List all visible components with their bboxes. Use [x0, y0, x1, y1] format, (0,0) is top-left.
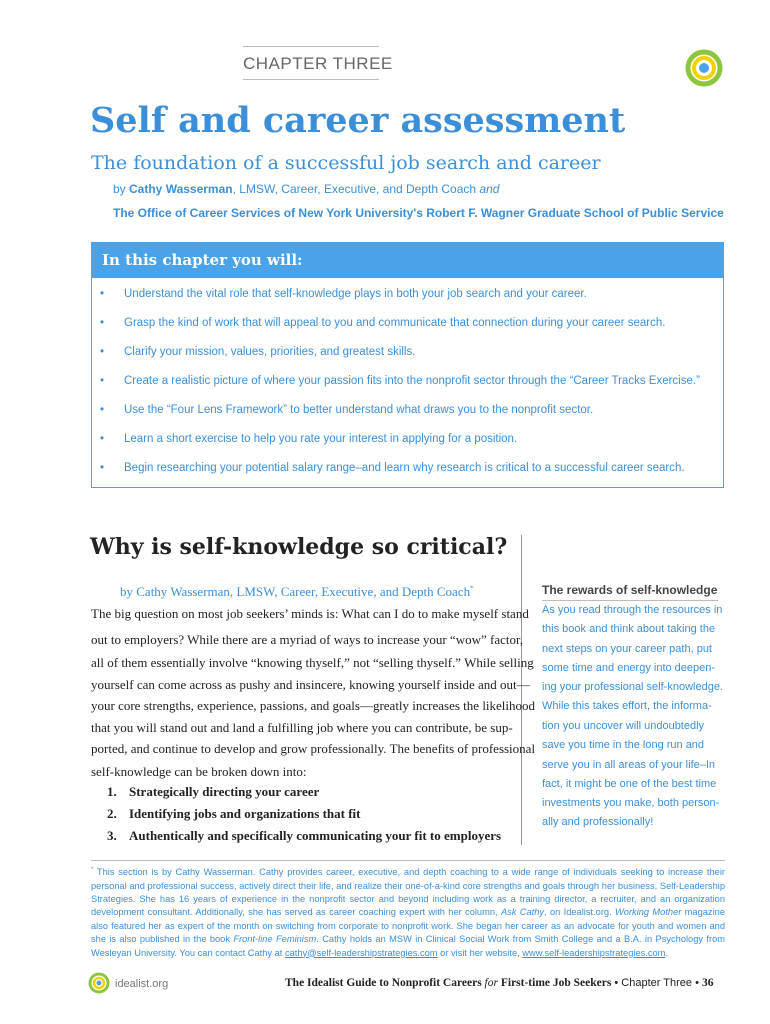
footer-guide-for: for	[484, 977, 498, 989]
list-item-text: Create a realistic picture of where your passion fits into the nonprofit sector through the “Career Tracks Exercise.”	[124, 375, 700, 387]
benefit-text: Identifying jobs and organizations that fit	[129, 806, 361, 821]
footnote-text: This section is by Cathy Wasserman. Cathy provides career, executive, and depth coaching to a wide range of individuals seeking to increase their personal and professional success, actively direct their life, and realize their one-of-a-kind core strengths and goals through her business, Self-Leadership Strategies. She has 16 years of experience in the nonprofit sector and beyond including work as a training director, a recruiter, and an organization development consultant. Additionally, she has served as career coaching expert with her column,	[91, 867, 725, 918]
sidebar-line: serve you in all areas of your life–In	[542, 759, 716, 771]
byline-credentials: , LMSW, Career, Executive, and Depth Coach	[232, 182, 480, 196]
benefit-number: 3.	[107, 828, 117, 843]
benefit-item	[107, 806, 361, 822]
sidebar-title: The rewards of self-knowledge	[542, 583, 718, 597]
byline-and: and	[479, 182, 500, 196]
bullet-icon: •	[100, 404, 105, 416]
footnote-text: , on Idealist.org.	[544, 907, 615, 918]
bullet-icon: •	[100, 433, 105, 445]
footnote-rule	[91, 860, 725, 861]
footnote-text: . Cathy holds an MSW in Clinical Social Work from Smith College and a B.A. in Psychology from Wesleyan University. You can contact Cathy at	[91, 934, 725, 958]
sidebar-line: save you time in the long run and	[542, 739, 705, 751]
list-item	[100, 288, 587, 300]
footer-site: idealist.org	[115, 978, 169, 990]
footnote-text: .	[665, 947, 669, 958]
list-item-text: Understand the vital role that self-knowledge plays in both your job search and your career.	[124, 288, 587, 300]
body-line: all of them essentially involve “knowing thyself,” not “selling thyself.” While selling	[91, 655, 534, 670]
byline-prefix: by	[113, 182, 130, 196]
chapter-top-rule	[243, 46, 379, 47]
sidebar-title-rule	[542, 600, 718, 601]
bullet-icon: •	[100, 288, 105, 300]
footer-guide-text: The Idealist Guide to Nonprofit Careers	[285, 977, 485, 989]
footer-guide-title	[285, 977, 714, 989]
footnote-text: magazine also featured her as expert of the month on switching from corporate to nonprofit work. She began her career as an advocate for youth and women and she is also published in the book	[91, 907, 725, 945]
body-line: self-knowledge can be broken down into:	[91, 764, 307, 779]
website-link[interactable]: www.self-leadershipstrategies.com	[522, 947, 666, 958]
chapter-bottom-rule	[243, 79, 379, 80]
footnote-marker: *	[470, 584, 474, 593]
list-item-text: Use the “Four Lens Framework” to better understand what draws you to the nonprofit sector.	[124, 404, 594, 416]
sidebar-line: As you read through the resources in	[542, 604, 723, 616]
footnote	[91, 864, 725, 960]
body-line: The big question on most job seekers’ minds is: What can I do to make myself stand	[91, 606, 529, 621]
sidebar-line: tion you uncover will undoubtedly	[542, 720, 705, 732]
page-title: Self and career assessment	[90, 100, 626, 141]
bullet-icon: •	[100, 346, 105, 358]
body-line: that you will stand out and land a fulfilling job where you can contribute, be sup-	[91, 720, 513, 735]
footnote-column-name: Ask Cathy	[500, 907, 545, 918]
sidebar-line: ally and professionally!	[542, 816, 654, 828]
bullet-icon: •	[100, 375, 105, 387]
benefit-text: Authentically and specifically communicating your fit to employers	[129, 828, 502, 843]
benefit-item	[107, 784, 319, 800]
list-item	[100, 375, 700, 387]
sidebar-line: While this takes effort, the informa-	[542, 700, 712, 712]
sidebar-line: this book and think about taking the	[542, 623, 716, 635]
footer-guide-text: First-time Job Seekers	[497, 977, 612, 989]
list-item-text: Learn a short exercise to help you rate your interest in applying for a position.	[124, 433, 518, 445]
chapter-objectives-heading: In this chapter you will:	[92, 243, 723, 278]
footer-chapter: • Chapter Three •	[611, 977, 702, 989]
bullet-icon: •	[100, 462, 105, 474]
footnote-magazine-name: Working Mother	[615, 907, 682, 918]
email-link[interactable]: cathy@self-leadershipstrategies.com	[284, 947, 438, 958]
page-subtitle: The foundation of a successful job search and career	[91, 152, 601, 174]
body-line: yourself can come across as pushy and insincere, knowing yourself inside and out—	[91, 677, 530, 692]
list-item	[100, 433, 517, 445]
list-item	[100, 462, 685, 474]
footnote-mark: *	[91, 867, 94, 873]
section-title: Why is self-knowledge so critical?	[90, 534, 508, 560]
idealist-logo-icon	[683, 47, 725, 89]
bullet-icon: •	[100, 317, 105, 329]
page-number: 36	[702, 977, 714, 989]
sidebar-line: fact, it might be one of the best time	[542, 778, 717, 790]
body-line: ported, and continue to develop and grow professionally. The benefits of professional	[91, 741, 536, 756]
footnote-text: or visit her website,	[437, 947, 523, 958]
list-item-text: Begin researching your potential salary range–and learn why research is critical to a successful career search.	[124, 462, 685, 474]
byline-author: Cathy Wasserman	[129, 182, 233, 196]
sidebar-line: investments you make, both person-	[542, 797, 720, 809]
section-author	[120, 584, 474, 600]
sidebar-line: next steps on your career path, put	[542, 643, 712, 655]
byline-organization: The Office of Career Services of New York University's Robert F. Wagner Graduate School of Public Service	[113, 206, 724, 220]
list-item	[100, 346, 415, 358]
byline	[113, 182, 499, 196]
body-line: out to employers? While there are a myriad of ways to increase your “wow” factor,	[91, 632, 524, 647]
idealist-footer-logo-icon	[87, 971, 111, 995]
list-item	[100, 404, 593, 416]
list-item-text: Clarify your mission, values, priorities, and greatest skills.	[124, 346, 416, 358]
sidebar-line: ing your professional self-knowledge.	[542, 681, 723, 693]
body-line: your core strengths, experience, passions, and goals—greatly increases the likelihood	[91, 698, 536, 713]
sidebar-line: some time and energy into deepen-	[542, 662, 716, 674]
footnote-book-name: Front-line Feminism	[233, 934, 317, 945]
benefit-number: 2.	[107, 806, 117, 821]
list-item-text: Grasp the kind of work that will appeal to you and communicate that connection during your career search.	[124, 317, 666, 329]
chapter-label: CHAPTER THREE	[243, 54, 393, 73]
section-author-text: by Cathy Wasserman, LMSW, Career, Executive, and Depth Coach	[120, 584, 471, 599]
benefit-text: Strategically directing your career	[129, 784, 320, 799]
chapter-objectives-box	[91, 242, 724, 488]
benefit-item	[107, 828, 501, 844]
list-item	[100, 317, 665, 329]
benefit-number: 1.	[107, 784, 117, 799]
